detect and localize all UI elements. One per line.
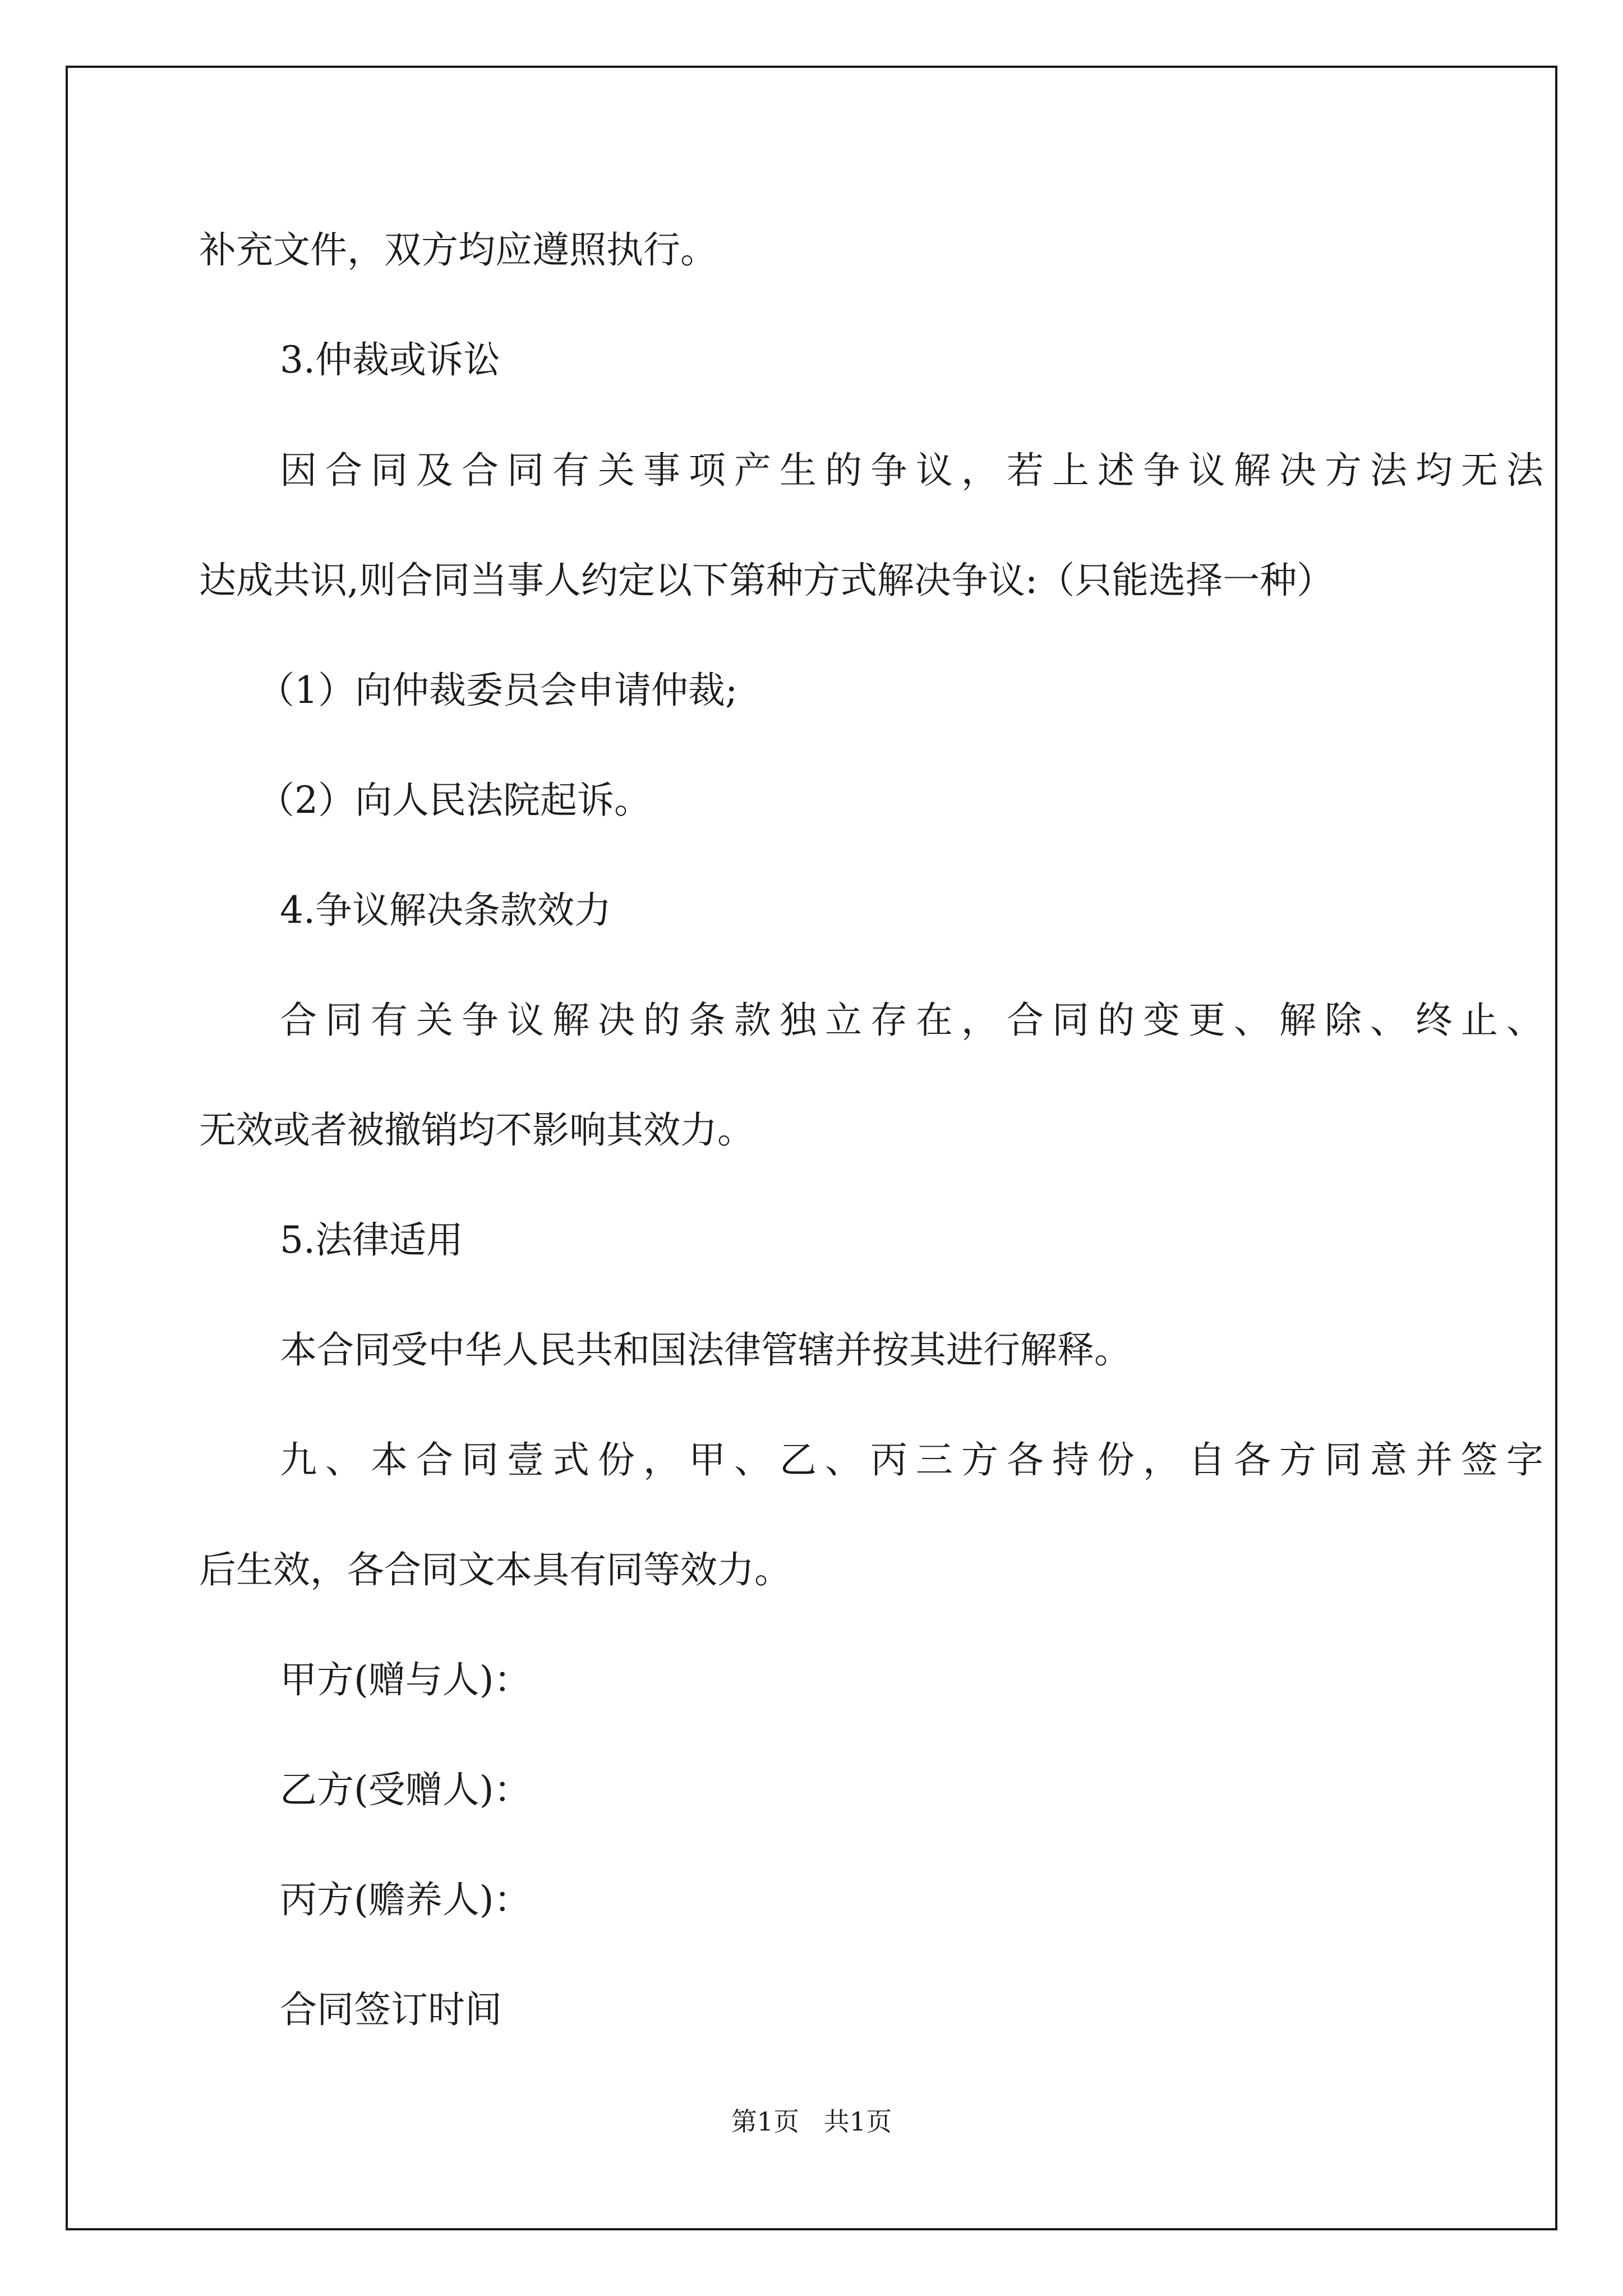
text-line-copies: 九、本合同壹式份，甲、乙、丙三方各持份，自各方同意并签字 bbox=[280, 1438, 1552, 1481]
section-heading-clause-validity: 4.争议解决条款效力 bbox=[280, 889, 611, 932]
text-line-supplement: 补充文件，双方均应遵照执行。 bbox=[199, 228, 717, 272]
list-item-option-1: （1）向仲裁委员会申请仲裁; bbox=[257, 669, 738, 712]
signature-party-c: 丙方(赡养人)： bbox=[280, 1878, 531, 1921]
signing-date-label: 合同签订时间 bbox=[280, 1988, 502, 2031]
section-heading-applicable-law: 5.法律适用 bbox=[280, 1218, 463, 1262]
signature-party-b: 乙方(受赠人)： bbox=[280, 1768, 531, 1811]
text-line-dispute-method: 达成共识,则合同当事人约定以下第种方式解决争议:（只能选择一种） bbox=[199, 559, 1334, 602]
list-item-option-2: （2）向人民法院起诉。 bbox=[257, 779, 651, 822]
page-number: 第1页 共1页 bbox=[731, 2106, 892, 2137]
text-line-effective: 后生效，各合同文本具有同等效力。 bbox=[199, 1548, 791, 1591]
signature-party-a: 甲方(赠与人)： bbox=[280, 1658, 531, 1701]
section-heading-arbitration: 3.仲裁或诉讼 bbox=[280, 338, 500, 381]
text-line-clause-effect: 无效或者被撤销均不影响其效力。 bbox=[199, 1108, 754, 1152]
text-line-applicable-law: 本合同受中华人民共和国法律管辖并按其进行解释。 bbox=[280, 1328, 1131, 1372]
text-line-clause-validity: 合同有关争议解决的条款独立存在，合同的变更、解除、终止、 bbox=[280, 999, 1552, 1042]
text-line-dispute-intro: 因合同及合同有关事项产生的争议，若上述争议解决方法均无法 bbox=[280, 449, 1552, 492]
